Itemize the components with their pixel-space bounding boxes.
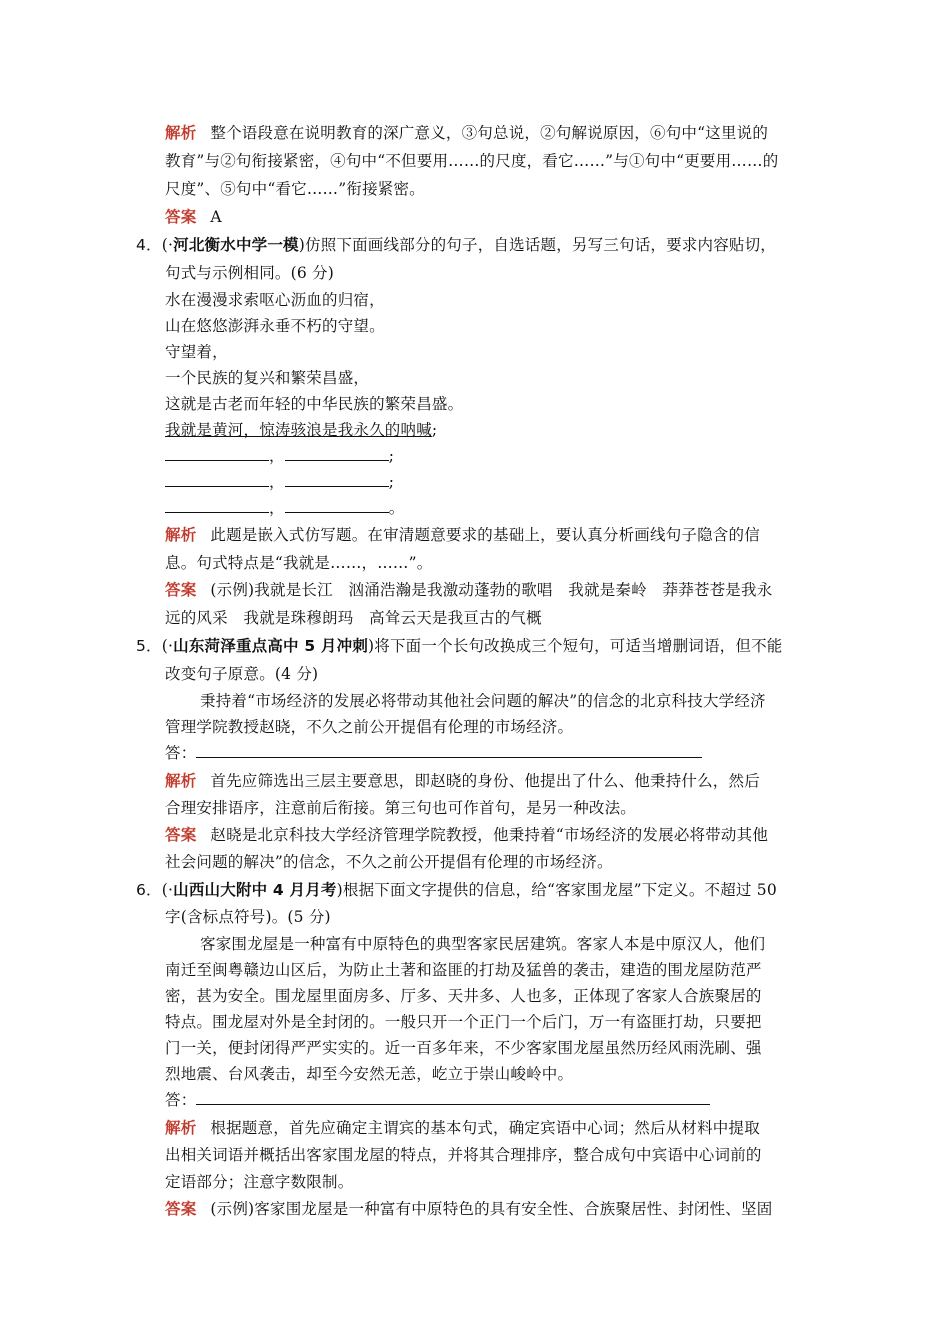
q4-prompt-line-1: 4．(·河北衡水中学一模)仿照下面画线部分的句子，自选话题，另写三句话，要求内容贴切， [136, 236, 777, 254]
q6-passage-line: 门一关，便封闭得严严实实的。近一百多年来，不少客家围龙屋虽然历经风雨洗刷、强 [165, 1039, 762, 1057]
q4-analysis-line-1: 解析 此题是嵌入式仿写题。在审清题意要求的基础上，要认真分析画线句子隐含的信 [165, 526, 760, 544]
q4-underlined-example: 我就是黄河，惊涛骇浪是我永久的呐喊; [165, 421, 438, 439]
answer-label: 答案 [165, 826, 197, 844]
question-source: 山东菏泽重点高中 5 月冲刺 [173, 637, 369, 655]
question-source: 山西山大附中 4 月月考 [173, 881, 337, 899]
blank-field[interactable] [285, 472, 389, 487]
blank-field[interactable] [165, 472, 269, 487]
q6-answer-line-1: 答案 (示例)客家围龙屋是一种富有中原特色的具有安全性、合族聚居性、封闭性、坚固 [165, 1200, 773, 1218]
q5-passage-line-2: 管理学院教授赵晓，不久之前公开提倡有伦理的市场经济。 [165, 718, 574, 736]
answer-label: 答案 [165, 1200, 197, 1218]
q6-passage-line: 特点。围龙屋对外是全封闭的。一般只开一个正门一个后门，万一有盗匪打劫，只要把 [165, 1013, 762, 1031]
q5-answer-field[interactable]: 答： [165, 743, 702, 763]
analysis-label: 解析 [165, 124, 197, 142]
q4-answer-line-2: 远的风采 我就是珠穆朗玛 高耸云天是我亘古的气概 [165, 609, 542, 627]
q4-poem-line: 山在悠悠澎湃永垂不朽的守望。 [165, 317, 385, 335]
q5-prompt-line-2: 改变句子原意。(4 分) [165, 665, 319, 683]
q4-answer-line-1: 答案 (示例)我就是长江 汹涌浩瀚是我激动蓬勃的歌唱 我就是秦岭 莽莽苍苍是我永 [165, 581, 773, 599]
blank-field[interactable] [285, 498, 389, 513]
question-number: 5． [136, 637, 162, 655]
q5-analysis-line-1: 解析 首先应筛选出三层主要意思，即赵晓的身份、他提出了什么、他秉持什么，然后 [165, 772, 760, 790]
blank-field[interactable] [165, 446, 269, 461]
q6-analysis-line-3: 定语部分；注意字数限制。 [165, 1173, 354, 1191]
q6-passage-line: 烈地震、台风袭击，却至今安然无恙，屹立于崇山峻岭中。 [165, 1065, 574, 1083]
q3-analysis-line-2: 教育”与②句衔接紧密，④句中“不但要用……的尺度，看它……”与①句中“更要用……的 [165, 152, 779, 170]
question-number: 6． [136, 881, 162, 899]
answer-blank[interactable] [196, 1090, 710, 1105]
answer-blank[interactable] [196, 743, 702, 758]
blank-field[interactable] [165, 498, 269, 513]
question-number: 4． [136, 236, 162, 254]
q6-prompt-line-1: 6．(·山西山大附中 4 月月考)根据下面文字提供的信息，给“客家围龙屋”下定义。不超过 50 [136, 881, 777, 899]
q6-analysis-line-2: 出相关词语并概括出客家围龙屋的特点，并将其合理排序，整合成句中宾语中心词前的 [165, 1146, 762, 1164]
analysis-label: 解析 [165, 772, 197, 790]
q3-analysis-line-1: 解析 整个语段意在说明教育的深广意义，③句总说，②句解说原因，⑥句中“这里说的 [165, 124, 769, 142]
q6-answer-field[interactable]: 答： [165, 1090, 710, 1110]
answer-label: 答案 [165, 581, 197, 599]
q4-answer-blank-row[interactable]: ， ; [165, 472, 394, 492]
q3-analysis-line-3: 尺度”、⑤句中“看它……”衔接紧密。 [165, 180, 425, 198]
q4-poem-line: 守望着， [165, 343, 228, 361]
q5-prompt-line-1: 5．(·山东菏泽重点高中 5 月冲刺)将下面一个长句改换成三个短句，可适当增删词语，但不能 [136, 637, 783, 655]
q4-poem-line: 水在漫漫求索呕心沥血的归宿， [165, 291, 385, 309]
q4-poem-line: 这就是古老而年轻的中华民族的繁荣昌盛。 [165, 395, 464, 413]
q3-answer: 答案 A [165, 208, 222, 226]
q4-answer-blank-row[interactable]: ， ; [165, 446, 394, 466]
q6-passage-line: 客家围龙屋是一种富有中原特色的典型客家民居建筑。客家人本是中原汉人，他们 [200, 935, 766, 953]
q5-answer-line-2: 社会问题的解决”的信念，不久之前公开提倡有伦理的市场经济。 [165, 853, 613, 871]
q6-passage-line: 南迁至闽粤赣边山区后，为防止土著和盗匪的打劫及猛兽的袭击，建造的围龙屋防范严 [165, 961, 762, 979]
analysis-label: 解析 [165, 526, 197, 544]
q5-analysis-line-2: 合理安排语序，注意前后衔接。第三句也可作首句，是另一种改法。 [165, 799, 637, 817]
q4-answer-blank-row[interactable]: ， 。 [165, 498, 404, 518]
q4-prompt-line-2: 句式与示例相同。(6 分) [165, 264, 334, 282]
q4-poem-line: 一个民族的复兴和繁荣昌盛， [165, 369, 370, 387]
analysis-label: 解析 [165, 1119, 197, 1137]
q6-prompt-line-2: 字(含标点符号)。(5 分) [165, 908, 331, 926]
q5-answer-line-1: 答案 赵晓是北京科技大学经济管理学院教授，他秉持着“市场经济的发展必将带动其他 [165, 826, 769, 844]
answer-label: 答案 [165, 208, 197, 226]
q5-passage-line-1: 秉持着“市场经济的发展必将带动其他社会问题的解决”的信念的北京科技大学经济 [200, 692, 766, 710]
question-source: 河北衡水中学一模 [173, 236, 299, 254]
q6-analysis-line-1: 解析 根据题意，首先应确定主谓宾的基本句式，确定宾语中心词；然后从材料中提取 [165, 1119, 760, 1137]
q6-passage-line: 密，甚为安全。围龙屋里面房多、厅多、天井多、人也多，正体现了客家人合族聚居的 [165, 987, 762, 1005]
q4-analysis-line-2: 息。句式特点是“我就是……，……”。 [165, 554, 433, 572]
blank-field[interactable] [285, 446, 389, 461]
